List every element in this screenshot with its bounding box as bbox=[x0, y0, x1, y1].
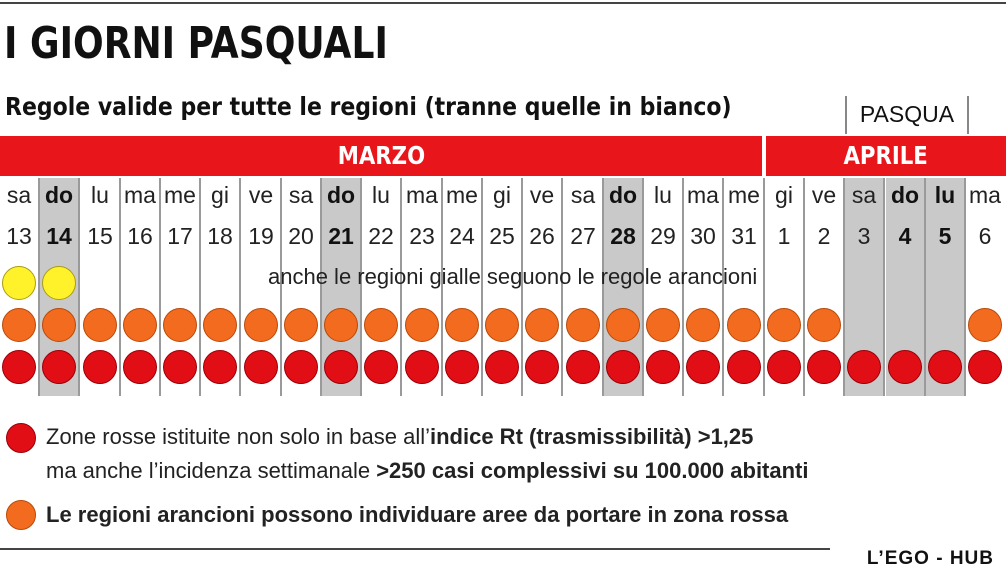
orange-zone-dot bbox=[968, 308, 1002, 342]
weekday-label: me bbox=[728, 182, 760, 208]
date-number: 21 bbox=[328, 223, 354, 249]
date-number: 17 bbox=[167, 223, 193, 249]
weekday-label: lu bbox=[934, 182, 956, 208]
red-zone-dot bbox=[686, 350, 720, 384]
day-column bbox=[161, 178, 201, 396]
date-number: 15 bbox=[87, 223, 113, 249]
date-number: 26 bbox=[529, 223, 555, 249]
day-column bbox=[765, 178, 805, 396]
weekday-label: ma bbox=[687, 182, 719, 208]
day-column bbox=[966, 178, 1006, 396]
orange-zone-dot bbox=[485, 308, 519, 342]
weekday-label: lu bbox=[372, 182, 390, 208]
orange-zone-dot bbox=[525, 308, 559, 342]
orange-zone-dot bbox=[646, 308, 680, 342]
date-number: 18 bbox=[207, 223, 233, 249]
weekday-label: me bbox=[446, 182, 478, 208]
weekday-label: lu bbox=[654, 182, 672, 208]
orange-zone-dot bbox=[767, 308, 801, 342]
weekday-label: do bbox=[608, 182, 638, 208]
date-number: 1 bbox=[777, 223, 791, 249]
weekday-label: sa bbox=[570, 182, 596, 208]
weekday-label: do bbox=[890, 182, 920, 208]
credit: L’EGO - HUB bbox=[866, 548, 994, 569]
orange-zone-dot bbox=[284, 308, 318, 342]
red-zone-dot bbox=[485, 350, 519, 384]
weekday-label: ve bbox=[529, 182, 555, 208]
orange-zone-dot bbox=[566, 308, 600, 342]
red-zone-dot bbox=[566, 350, 600, 384]
weekday-label: do bbox=[44, 182, 74, 208]
day-column bbox=[886, 178, 926, 396]
red-zone-dot bbox=[405, 350, 439, 384]
red-zone-dot bbox=[646, 350, 680, 384]
weekday-label: sa bbox=[851, 182, 877, 208]
red-zone-dot bbox=[847, 350, 881, 384]
weekday-label: sa bbox=[288, 182, 314, 208]
subtitle: Regole valide per tutte le regioni (tranne quelle in bianco) bbox=[5, 92, 732, 121]
orange-zone-dot bbox=[445, 308, 479, 342]
weekday-label: gi bbox=[493, 182, 511, 208]
red-zone-dot bbox=[163, 350, 197, 384]
date-number: 19 bbox=[248, 223, 274, 249]
date-number: 2 bbox=[817, 223, 831, 249]
orange-zone-dot bbox=[364, 308, 398, 342]
date-number: 31 bbox=[731, 223, 757, 249]
date-number: 28 bbox=[610, 223, 636, 249]
weekday-label: ve bbox=[248, 182, 274, 208]
date-number: 24 bbox=[449, 223, 475, 249]
orange-zone-dot bbox=[83, 308, 117, 342]
date-number: 5 bbox=[938, 223, 952, 249]
bottom-rule bbox=[0, 548, 830, 550]
orange-zone-dot bbox=[324, 308, 358, 342]
legend-red-line2-text: ma anche l’incidenza settimanale bbox=[46, 458, 377, 483]
date-number: 20 bbox=[288, 223, 314, 249]
legend-red-line1-text: Zone rosse istituite non solo in base all’ bbox=[46, 424, 430, 449]
date-number: 23 bbox=[409, 223, 435, 249]
date-number: 14 bbox=[46, 223, 72, 249]
day-column bbox=[0, 178, 40, 396]
orange-zone-dot bbox=[807, 308, 841, 342]
weekday-label: gi bbox=[775, 182, 793, 208]
calendar-grid bbox=[0, 178, 1006, 396]
red-zone-dot bbox=[928, 350, 962, 384]
date-number: 4 bbox=[898, 223, 912, 249]
red-zone-dot bbox=[525, 350, 559, 384]
weekday-label: me bbox=[164, 182, 196, 208]
orange-zone-dot bbox=[42, 308, 76, 342]
month-label-aprile: APRILE bbox=[843, 141, 929, 170]
yellow-regions-note: anche le regioni gialle seguono le regole arancioni bbox=[268, 264, 758, 289]
day-column bbox=[81, 178, 121, 396]
weekday-label: gi bbox=[211, 182, 229, 208]
legend-red-line1-bold: indice Rt (trasmissibilità) >1,25 bbox=[430, 424, 754, 449]
red-zone-dot bbox=[888, 350, 922, 384]
day-column bbox=[805, 178, 845, 396]
weekday-label: ma bbox=[124, 182, 156, 208]
yellow-zone-dot bbox=[2, 266, 36, 300]
date-number: 22 bbox=[368, 223, 394, 249]
date-number: 6 bbox=[978, 223, 992, 249]
date-number: 13 bbox=[6, 223, 32, 249]
month-band-marzo bbox=[0, 136, 762, 176]
day-column bbox=[201, 178, 241, 396]
red-zone-dot bbox=[767, 350, 801, 384]
red-zone-dot bbox=[445, 350, 479, 384]
orange-zone-dot bbox=[203, 308, 237, 342]
weekday-label: sa bbox=[6, 182, 32, 208]
date-number: 27 bbox=[570, 223, 596, 249]
red-zone-dot bbox=[606, 350, 640, 384]
red-zone-dot bbox=[83, 350, 117, 384]
red-zone-dot bbox=[727, 350, 761, 384]
weekday-label: do bbox=[326, 182, 356, 208]
top-rule bbox=[0, 2, 1006, 4]
day-column bbox=[121, 178, 161, 396]
date-number: 3 bbox=[857, 223, 871, 249]
month-band-aprile bbox=[766, 136, 1006, 176]
orange-zone-dot bbox=[123, 308, 157, 342]
orange-zone-dot bbox=[163, 308, 197, 342]
legend-red-line1 bbox=[46, 424, 753, 450]
orange-zone-dot bbox=[405, 308, 439, 342]
weekday-label: lu bbox=[91, 182, 109, 208]
legend-red-line2 bbox=[46, 458, 809, 484]
red-zone-dot bbox=[2, 350, 36, 384]
day-column bbox=[845, 178, 885, 396]
legend-red-dot bbox=[6, 423, 36, 453]
red-zone-dot bbox=[364, 350, 398, 384]
legend-orange-dot bbox=[6, 500, 36, 530]
red-zone-dot bbox=[203, 350, 237, 384]
orange-zone-dot bbox=[727, 308, 761, 342]
date-number: 29 bbox=[650, 223, 676, 249]
date-number: 25 bbox=[489, 223, 515, 249]
pasqua-label: PASQUA bbox=[859, 101, 955, 127]
red-zone-dot bbox=[244, 350, 278, 384]
yellow-zone-dot bbox=[42, 266, 76, 300]
orange-zone-dot bbox=[686, 308, 720, 342]
month-label-marzo: MARZO bbox=[337, 141, 425, 170]
legend-red-line2-bold: >250 casi complessivi su 100.000 abitanti bbox=[376, 458, 809, 483]
red-zone-dot bbox=[123, 350, 157, 384]
red-zone-dot bbox=[968, 350, 1002, 384]
red-zone-dot bbox=[42, 350, 76, 384]
page-title: I GIORNI PASQUALI bbox=[4, 18, 388, 69]
orange-zone-dot bbox=[2, 308, 36, 342]
legend-orange-line: Le regioni arancioni possono individuare aree da portare in zona rossa bbox=[46, 502, 789, 527]
date-number: 16 bbox=[127, 223, 153, 249]
weekday-label: ma bbox=[406, 182, 438, 208]
orange-zone-dot bbox=[606, 308, 640, 342]
red-zone-dot bbox=[807, 350, 841, 384]
day-column bbox=[40, 178, 80, 396]
red-zone-dot bbox=[324, 350, 358, 384]
red-zone-dot bbox=[284, 350, 318, 384]
date-number: 30 bbox=[690, 223, 716, 249]
orange-zone-dot bbox=[244, 308, 278, 342]
weekday-label: ve bbox=[811, 182, 837, 208]
day-column bbox=[926, 178, 966, 396]
weekday-label: ma bbox=[969, 182, 1001, 208]
